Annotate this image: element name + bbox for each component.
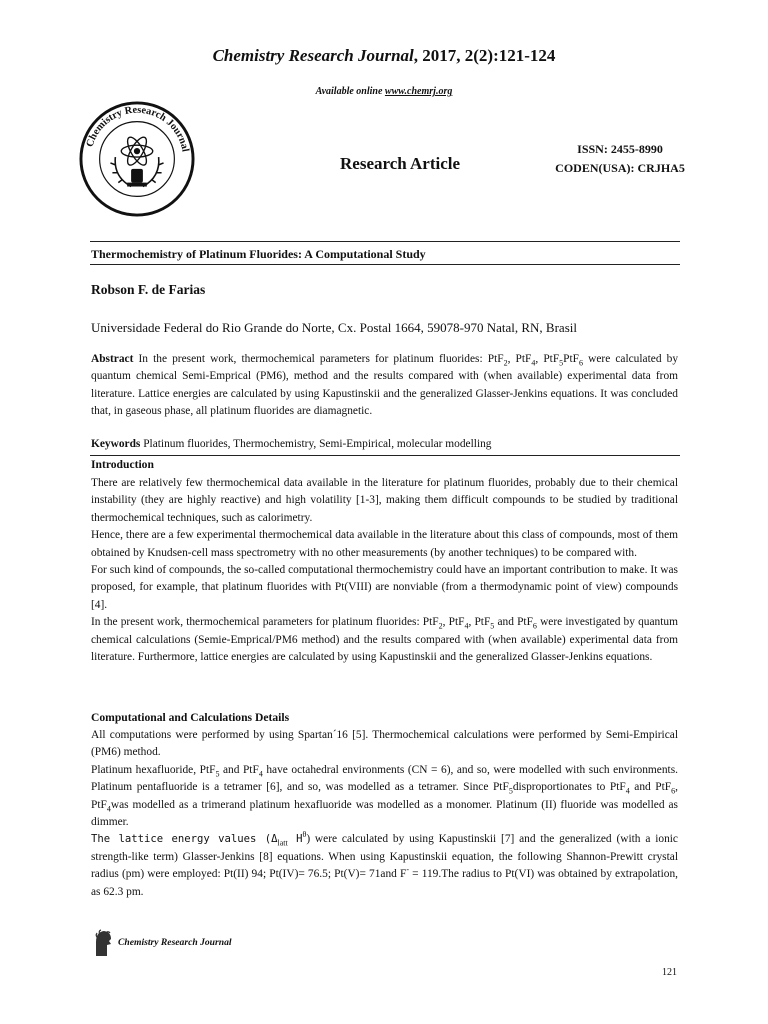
methods-p2-c: disproportionates to PtF — [512, 781, 626, 794]
logo-ring-text: Chemistry Research Journal — [84, 104, 191, 153]
methods-paragraph-1: All computations were performed by using Spartan´16 [5]. Thermochemical calculations were performed by Semi-Empirical (PM6) method. — [91, 729, 678, 759]
abstract-paragraph: Abstract In the present work, thermochemical parameters for platinum fluorides: PtF$_2$, PtF$_4$, PtF$_5$PtF$_6$ were calculated by quantum chemical Semi-Emprical (PM6), method and the results compared with (when available) experimental data from literature. Lattice energies are calculated by using Kapustinskii and the generalized Glasser-Jenkins equations. It was concluded that, in gaseous phase, all platinum fluorides are diamagnetic. — [91, 353, 679, 418]
title-bottom-rule — [90, 264, 680, 265]
journal-volume-issue: , 2017, 2(2):121-124 — [413, 46, 556, 65]
intro-p4-end: were investigated by quantum chemical calculations (Semie-Emprical/PM6 method) and the results compared with (when available) experimental data from literature. Furthermore, lattice energies are calculated by using Kapustinskii and the generalized Glasser-Jenkins equations. — [91, 616, 678, 664]
introduction-heading: Introduction — [91, 458, 154, 471]
atom-icon — [121, 135, 152, 168]
methods-p3-c: = 119.The radius to Pt(VI) was obtained by extrapolation, as 62.3 pm. — [91, 868, 678, 898]
keywords-text: Platinum fluorides, Thermochemistry, Semi-Empirical, molecular modelling — [140, 438, 492, 450]
coden-number: CODEN(USA): CRJHA5 — [555, 161, 685, 175]
keywords-line — [91, 436, 678, 453]
intro-paragraph-3: For such kind of compounds, the so-called computational thermochemistry could have an important contribution to make. It was proposed, for example, that platinum fluorides with Pt(VIII) are nonviable (from a thermodynamic point of view) compounds [4]. — [91, 564, 678, 611]
keywords-rule — [90, 455, 680, 456]
journal-name: Chemistry Research Journal — [212, 46, 414, 65]
standard-state-superscript: θ — [302, 830, 307, 840]
issn-block — [530, 140, 710, 178]
latt-subscript: latt — [277, 838, 288, 848]
journal-logo-seal — [78, 100, 196, 218]
pestle-icon — [127, 169, 147, 187]
intro-paragraph-2: Hence, there are a few experimental thermochemical data available in the literature about this class of compounds, most of them obtained by Knudsen-cell mass spectrometry with no other measurements (by another techniques) to be compared with. — [91, 529, 678, 559]
keywords-label: Keywords — [91, 438, 141, 450]
methods-p2-b: have octahedral environments (CN = 6), and so, were modelled with such environments. Platinum pentafluoride is a tetramer [6], and so, was modelled as a tetramer. Since PtF — [91, 763, 678, 794]
enthalpy-symbol: H — [287, 833, 303, 846]
abstract-text-start: In the present work, thermochemical parameters for platinum fluorides: PtF — [133, 353, 504, 365]
methods-p3-b: ) were calculated by using Kapustinskii [7] and the generalized (with a ionic strength-like term) Glasser-Jenkins [8] equations. When using Kapustinskii equation, the following Shannon-Prewitt crystal radius (pm) were employed: Pt(II) 94; Pt(IV)= 76.5; Pt(V)= 71and F — [91, 833, 678, 881]
methods-heading: Computational and Calculations Details — [91, 711, 290, 724]
available-label: Available online — [315, 86, 385, 97]
issn-number: ISSN: 2455-8990 — [577, 142, 663, 156]
lattice-energy-lead: The lattice energy values (Δ — [91, 833, 278, 846]
methods-body — [91, 727, 678, 901]
methods-p2-d: was modelled as a trimerand platinum hexafluoride was modelled as a monomer. Platinum (II) fluoride was modelled as dimmer. — [91, 798, 678, 829]
page-number: 121 — [662, 967, 677, 978]
title-top-rule — [90, 241, 680, 242]
paper-title: Thermochemistry of Platinum Fluorides: A Computational Study — [91, 247, 426, 261]
methods-p2-a: Platinum hexafluoride, PtF — [91, 763, 216, 776]
methods-paragraph-2: Platinum hexafluoride, PtF$_5$ and PtF$_4$ have octahedral environments (CN = 6), and so, were modelled with such environments. Platinum pentafluoride is a tetramer [6], and so, was modelled as a tetramer. Since PtF$_5$disproportionates to PtF$_4$ and PtF$_6$, PtF$_4$was modelled as a trimerand platinum hexafluoride was modelled as a monomer. Platinum (II) fluoride was modelled as dimmer. — [91, 763, 678, 829]
availability-line — [0, 86, 768, 97]
author-name: Robson F. de Farias — [91, 282, 206, 297]
intro-p4-start: In the present work, thermochemical parameters for platinum fluorides: PtF — [91, 616, 439, 629]
footer-lion-icon — [92, 928, 114, 958]
intro-paragraph-1: There are relatively few thermochemical data available in the literature for platinum fluorides, probably due to their chemical instability (they are highly reactive) and high volatility [1-3], making them difficult compounds to be studied by traditional thermochemical techniques, such as calorimetry. — [91, 477, 678, 524]
author-affiliation: Universidade Federal do Rio Grande do Norte, Cx. Postal 1664, 59078-970 Natal, RN, Brasil — [91, 320, 577, 335]
footer-journal-name: Chemistry Research Journal — [118, 937, 232, 948]
abstract-text-end: were calculated by quantum chemical Semi-Emprical (PM6), method and the results compared with (when available) experimental data from literature. Lattice energies are calculated by using Kapustinskii and the generalized Glasser-Jenkins equations. It was concluded that, in gaseous phase, all platinum fluorides are diamagnetic. — [91, 353, 679, 418]
methods-paragraph-3: The lattice energy values ($\Delta_{latt}$ $H^\theta$) were calculated by using Kapustinskii [7] and the generalized (with a ionic strength-like term) Glasser-Jenkins [8] equations. When using Kapustinskii equation, the following Shannon-Prewitt crystal radius (pm) were employed: Pt(II) 94; Pt(IV)= 76.5; Pt(V)= 71and F- = 119.The radius to Pt(VI) was obtained by extrapolation, as 62.3 pm. — [91, 830, 678, 898]
article-type-label: Research Article — [340, 154, 461, 173]
journal-url-link[interactable]: www.chemrj.org — [384, 86, 453, 97]
abstract-label: Abstract — [91, 353, 134, 365]
introduction-body — [91, 475, 678, 666]
intro-paragraph-4: In the present work, thermochemical parameters for platinum fluorides: PtF$_2$, PtF$_4$, PtF$_5$ and PtF$_6$ were investigated by quantum chemical calculations (Semie-Emprical/PM6 method) and the results compared with (when available) experimental data from literature. Furthermore, lattice energies are calculated by using Kapustinskii and the generalized Glasser-Jenkins equations. — [91, 616, 678, 664]
journal-citation-header — [0, 46, 768, 66]
